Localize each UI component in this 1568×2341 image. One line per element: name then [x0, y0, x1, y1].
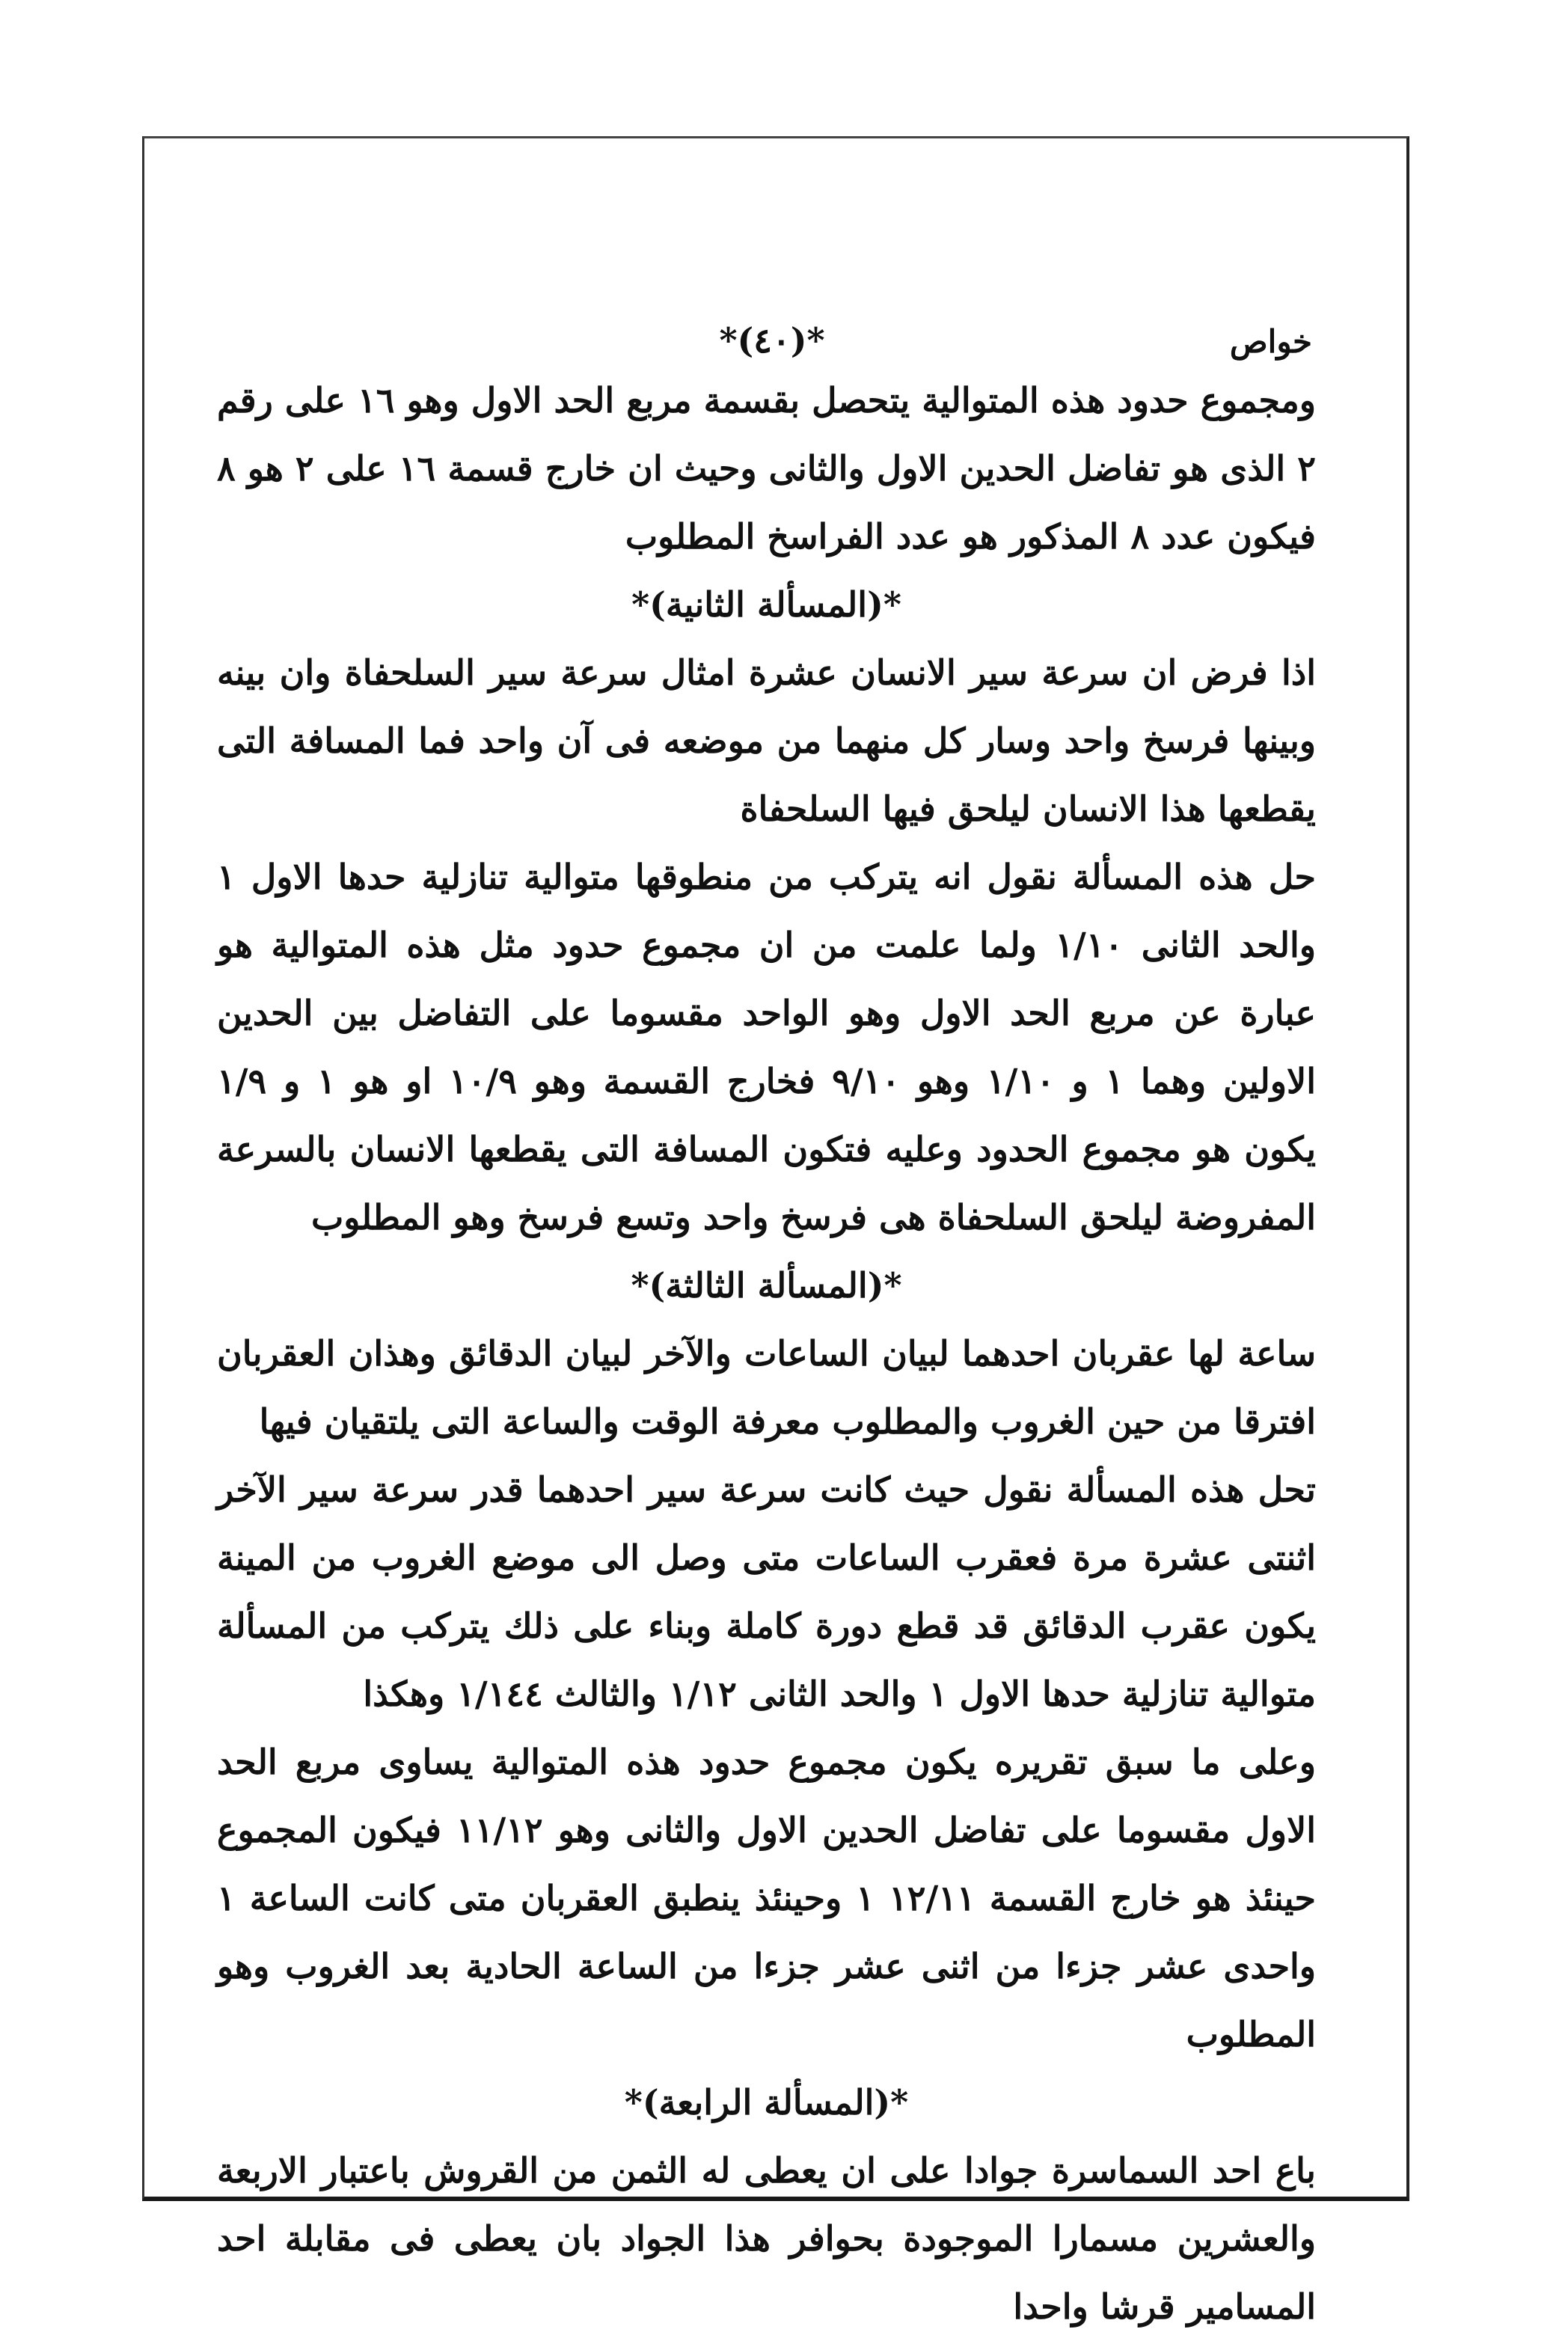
paragraph-intro: ومجموع حدود هذه المتوالية يتحصل بقسمة مربع الحد الاول وهو ١٦ على رقم ٢ الذى هو تفاضل الحدين الاول والثانى وحيث ان خارج قسمة ١٦ على ٢ هو ٨ فيكون عدد ٨ المذكور هو عدد الفراسخ المطلوب: [217, 380, 1316, 557]
page-header: [232, 307, 1312, 367]
paragraph-second-problem: اذا فرض ان سرعة سير الانسان عشرة امثال سرعة سير السلحفاة وان بينه وبينها فرسخ واحد وسار كل منهما من موضعه فى آن واحد فما المسافة التى يقطعها هذا الانسان ليلحق فيها السلحفاة: [217, 652, 1316, 829]
running-head: خواص: [1229, 323, 1312, 360]
section-heading-second: *(المسألة الثانية)*: [631, 584, 901, 625]
section-heading-third: *(المسألة الثالثة)*: [631, 1265, 902, 1306]
paragraph-third-solution: تحل هذه المسألة نقول حيث كانت سرعة سير احدهما قدر سرعة سير الآخر اثنتى عشرة مرة فعقرب الساعات متى وصل الى موضع الغروب من المينة يكون عقرب الدقائق قد قطع دورة كاملة وبناء على ذلك يتركب من المسألة متوالية تنازلية حدها الاول ١ والحد الثانى ١/١٢ والثالث ١/١٤٤ وهكذا: [217, 1469, 1316, 1714]
paragraph-third-problem: ساعة لها عقربان احدهما لبيان الساعات والآخر لبيان الدقائق وهذان العقربان افترقا من حين الغروب والمطلوب معرفة الوقت والساعة التى يلتقيان فيها: [217, 1333, 1316, 1442]
paragraph-fourth-problem: باع احد السماسرة جوادا على ان يعطى له الثمن من القروش باعتبار الاربعة والعشرين مسمارا الموجودة بحوافر هذا الجواد بان يعطى فى مقابلة احد المسامير قرشا واحدا: [217, 2150, 1316, 2327]
page-number: *(٤٠)*: [719, 320, 825, 361]
paragraph-third-conclusion: وعلى ما سبق تقريره يكون مجموع حدود هذه المتوالية يساوى مربع الحد الاول مقسوما على تفاضل الحدين الاول والثانى وهو ١١/١٢ فيكون المجموع حينئذ هو خارج القسمة ١٢/١١ ١ وحينئذ ينطبق العقربان متى كانت الساعة ١ واحدى عشر جزءا من اثنى عشر جزءا من الساعة الحادية بعد الغروب وهو المطلوب: [217, 1742, 1316, 2054]
section-heading-fourth: *(المسألة الرابعة)*: [624, 2082, 909, 2123]
paragraph-second-solution: حل هذه المسألة نقول انه يتركب من منطوقها متوالية تنازلية حدها الاول ١ والحد الثانى ١/١٠ ولما علمت من ان مجموع حدود مثل هذه المتوالية هو عبارة عن مربع الحد الاول وهو الواحد مقسوما على التفاضل بين الحدين الاولين وهما ١ و ١/١٠ وهو ٩/١٠ فخارج القسمة وهو ١٠/٩ او هو ١ و ١/٩ يكون هو مجموع الحدود وعليه فتكون المسافة التى يقطعها الانسان بالسرعة المفروضة ليلحق السلحفاة هى فرسخ واحد وتسع فرسخ وهو المطلوب: [217, 857, 1316, 1237]
page-body: [217, 367, 1316, 2341]
book-page: [142, 307, 1409, 2341]
